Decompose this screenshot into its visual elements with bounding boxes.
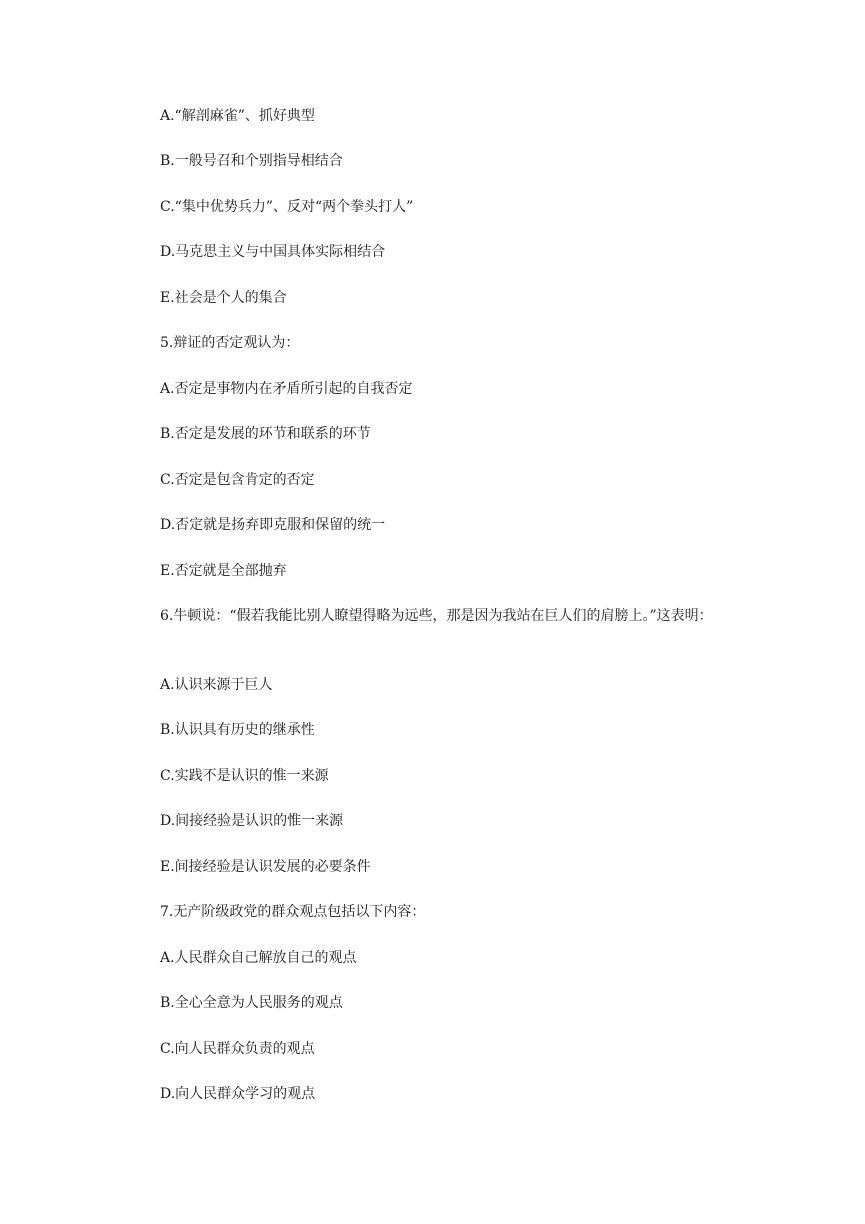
question-line: 7.无产阶级政党的群众观点包括以下内容： — [160, 904, 426, 920]
option-line: D.间接经验是认识的惟一来源 — [160, 813, 344, 829]
option-line: D.向人民群众学习的观点 — [160, 1086, 316, 1102]
option-line: A.“解剖麻雀”、抓好典型 — [160, 108, 315, 124]
option-line: C.否定是包含肯定的否定 — [160, 472, 315, 488]
option-line: E.间接经验是认识发展的必要条件 — [160, 859, 371, 875]
option-line: B.否定是发展的环节和联系的环节 — [160, 426, 371, 442]
option-line: B.全心全意为人民服务的观点 — [160, 995, 343, 1011]
option-line: C.“集中优势兵力”、反对“两个拳头打人” — [160, 199, 414, 215]
option-line: E.社会是个人的集合 — [160, 290, 287, 306]
option-line: D.否定就是扬弃即克服和保留的统一 — [160, 517, 386, 533]
option-line: C.实践不是认识的惟一来源 — [160, 768, 329, 784]
option-line: B.认识具有历史的继承性 — [160, 722, 315, 738]
option-line: E.否定就是全部抛弃 — [160, 563, 287, 579]
option-line: C.向人民群众负责的观点 — [160, 1041, 315, 1057]
question-line: 5.辩证的否定观认为： — [160, 335, 300, 351]
question-line: 6.牛顿说：“假若我能比别人瞭望得略为远些，那是因为我站在巨人们的肩膀上。”这表明： — [160, 608, 713, 624]
option-line: A.认识来源于巨人 — [160, 677, 273, 693]
option-line: D.马克思主义与中国具体实际相结合 — [160, 244, 386, 260]
option-line: B.一般号召和个别指导相结合 — [160, 153, 343, 169]
option-line: A.否定是事物内在矛盾所引起的自我否定 — [160, 381, 413, 397]
option-line: A.人民群众自己解放自己的观点 — [160, 950, 357, 966]
